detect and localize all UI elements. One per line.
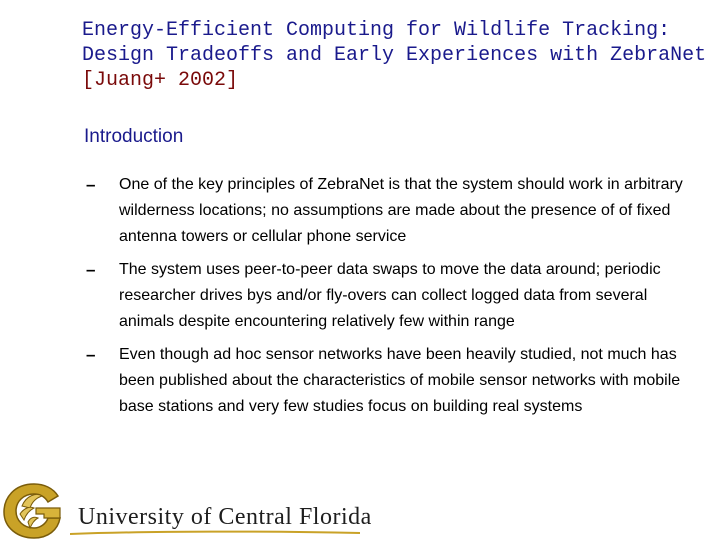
bullet-text: The system uses peer-to-peer data swaps to move the data around; periodic researcher drives bys and/or fly-overs can collect logged data from several animals despite encountering relatively few within range (119, 261, 661, 330)
bullet-dash: – (86, 345, 96, 364)
bullet-text: One of the key principles of ZebraNet is that the system should work in arbitrary wilderness locations; no assumptions are made about the presence of of fixed antenna towers or cellular phone service (119, 176, 683, 245)
section-heading: Introduction (84, 126, 184, 147)
title-citation: [Juang+ 2002] (82, 69, 239, 92)
title-line-1: Energy-Efficient Computing for Wildlife Tracking: (82, 19, 671, 42)
university-wordmark: University of Central Florida (78, 504, 372, 530)
bullet-dash: – (86, 260, 96, 279)
bullet-item (86, 172, 692, 250)
slide-title (82, 18, 707, 93)
bullet-item (86, 342, 692, 420)
wordmark-underline (70, 530, 360, 536)
bullet-text: Even though ad hoc sensor networks have been heavily studied, not much has been published about the characteristics of mobile sensor networks with mobile base stations and very few studies focus on building real systems (119, 346, 681, 415)
pegasus-mark (4, 484, 60, 538)
bullet-list (86, 172, 692, 427)
bullet-dash: – (86, 175, 96, 194)
bullet-item (86, 257, 692, 335)
title-line-2: Design Tradeoffs and Early Experiences with ZebraNet (82, 44, 707, 67)
